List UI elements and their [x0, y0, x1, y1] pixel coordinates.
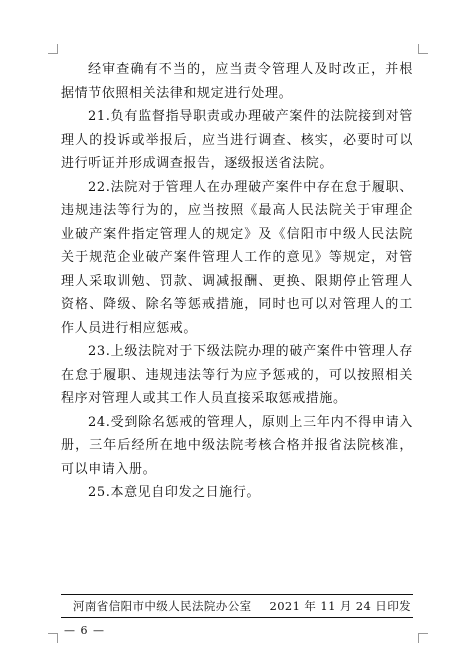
crop-mark-bottom-left: [48, 633, 58, 643]
paragraph-21: 21.负有监督指导职责或办理破产案件的法院接到对管理人的投诉或举报后，应当进行调查、核实，必要时可以进行听证并形成调查报告，逐级报送省法院。: [61, 109, 413, 171]
paragraph-22: 22.法院对于管理人在办理破产案件中存在怠于履职、违规违法等行为的，应当按照《最高人民法院关于审理企业破产案件指定管理人的规定》及《信阳市中级人民法院关于规范企业破产案件管理人工作的意见》等规定，对管理人采取训勉、罚款、调减报酬、更换、限期停止管理人资格、降级、除名等惩戒措施，同时也可以对管理人的工作人员进行相应惩戒。: [61, 179, 413, 336]
footer-rule-top: [61, 594, 413, 595]
paragraph-continuation: 经审查确有不当的，应当责令管理人及时改正，并根据情节依照相关法律和规定进行处理。: [61, 62, 413, 101]
paragraph-23: 23.上级法院对于下级法院办理的破产案件中管理人存在怠于履职、违规违法等行为应予惩戒的，可以按照相关程序对管理人或其工作人员直接采取惩戒措施。: [61, 344, 413, 406]
paragraph-24: 24.受到除名惩戒的管理人，原则上三年内不得申请入册，三年后经所在地中级法院考核合格并报省法院核准，可以申请入册。: [61, 414, 413, 477]
footer-issuer: 河南省信阳市中级人民法院办公室: [73, 599, 252, 613]
crop-mark-bottom-right: [418, 633, 428, 643]
crop-mark-top-left: [48, 44, 58, 54]
footer-rule-bottom: [61, 617, 413, 618]
body-text: [61, 58, 413, 505]
paragraph-25: 25.本意见自印发之日施行。: [88, 485, 261, 500]
footer-date: 2021 年 11 月 24 日印发: [269, 599, 411, 613]
crop-mark-top-right: [418, 44, 428, 54]
page-number: — 6 —: [64, 624, 105, 637]
